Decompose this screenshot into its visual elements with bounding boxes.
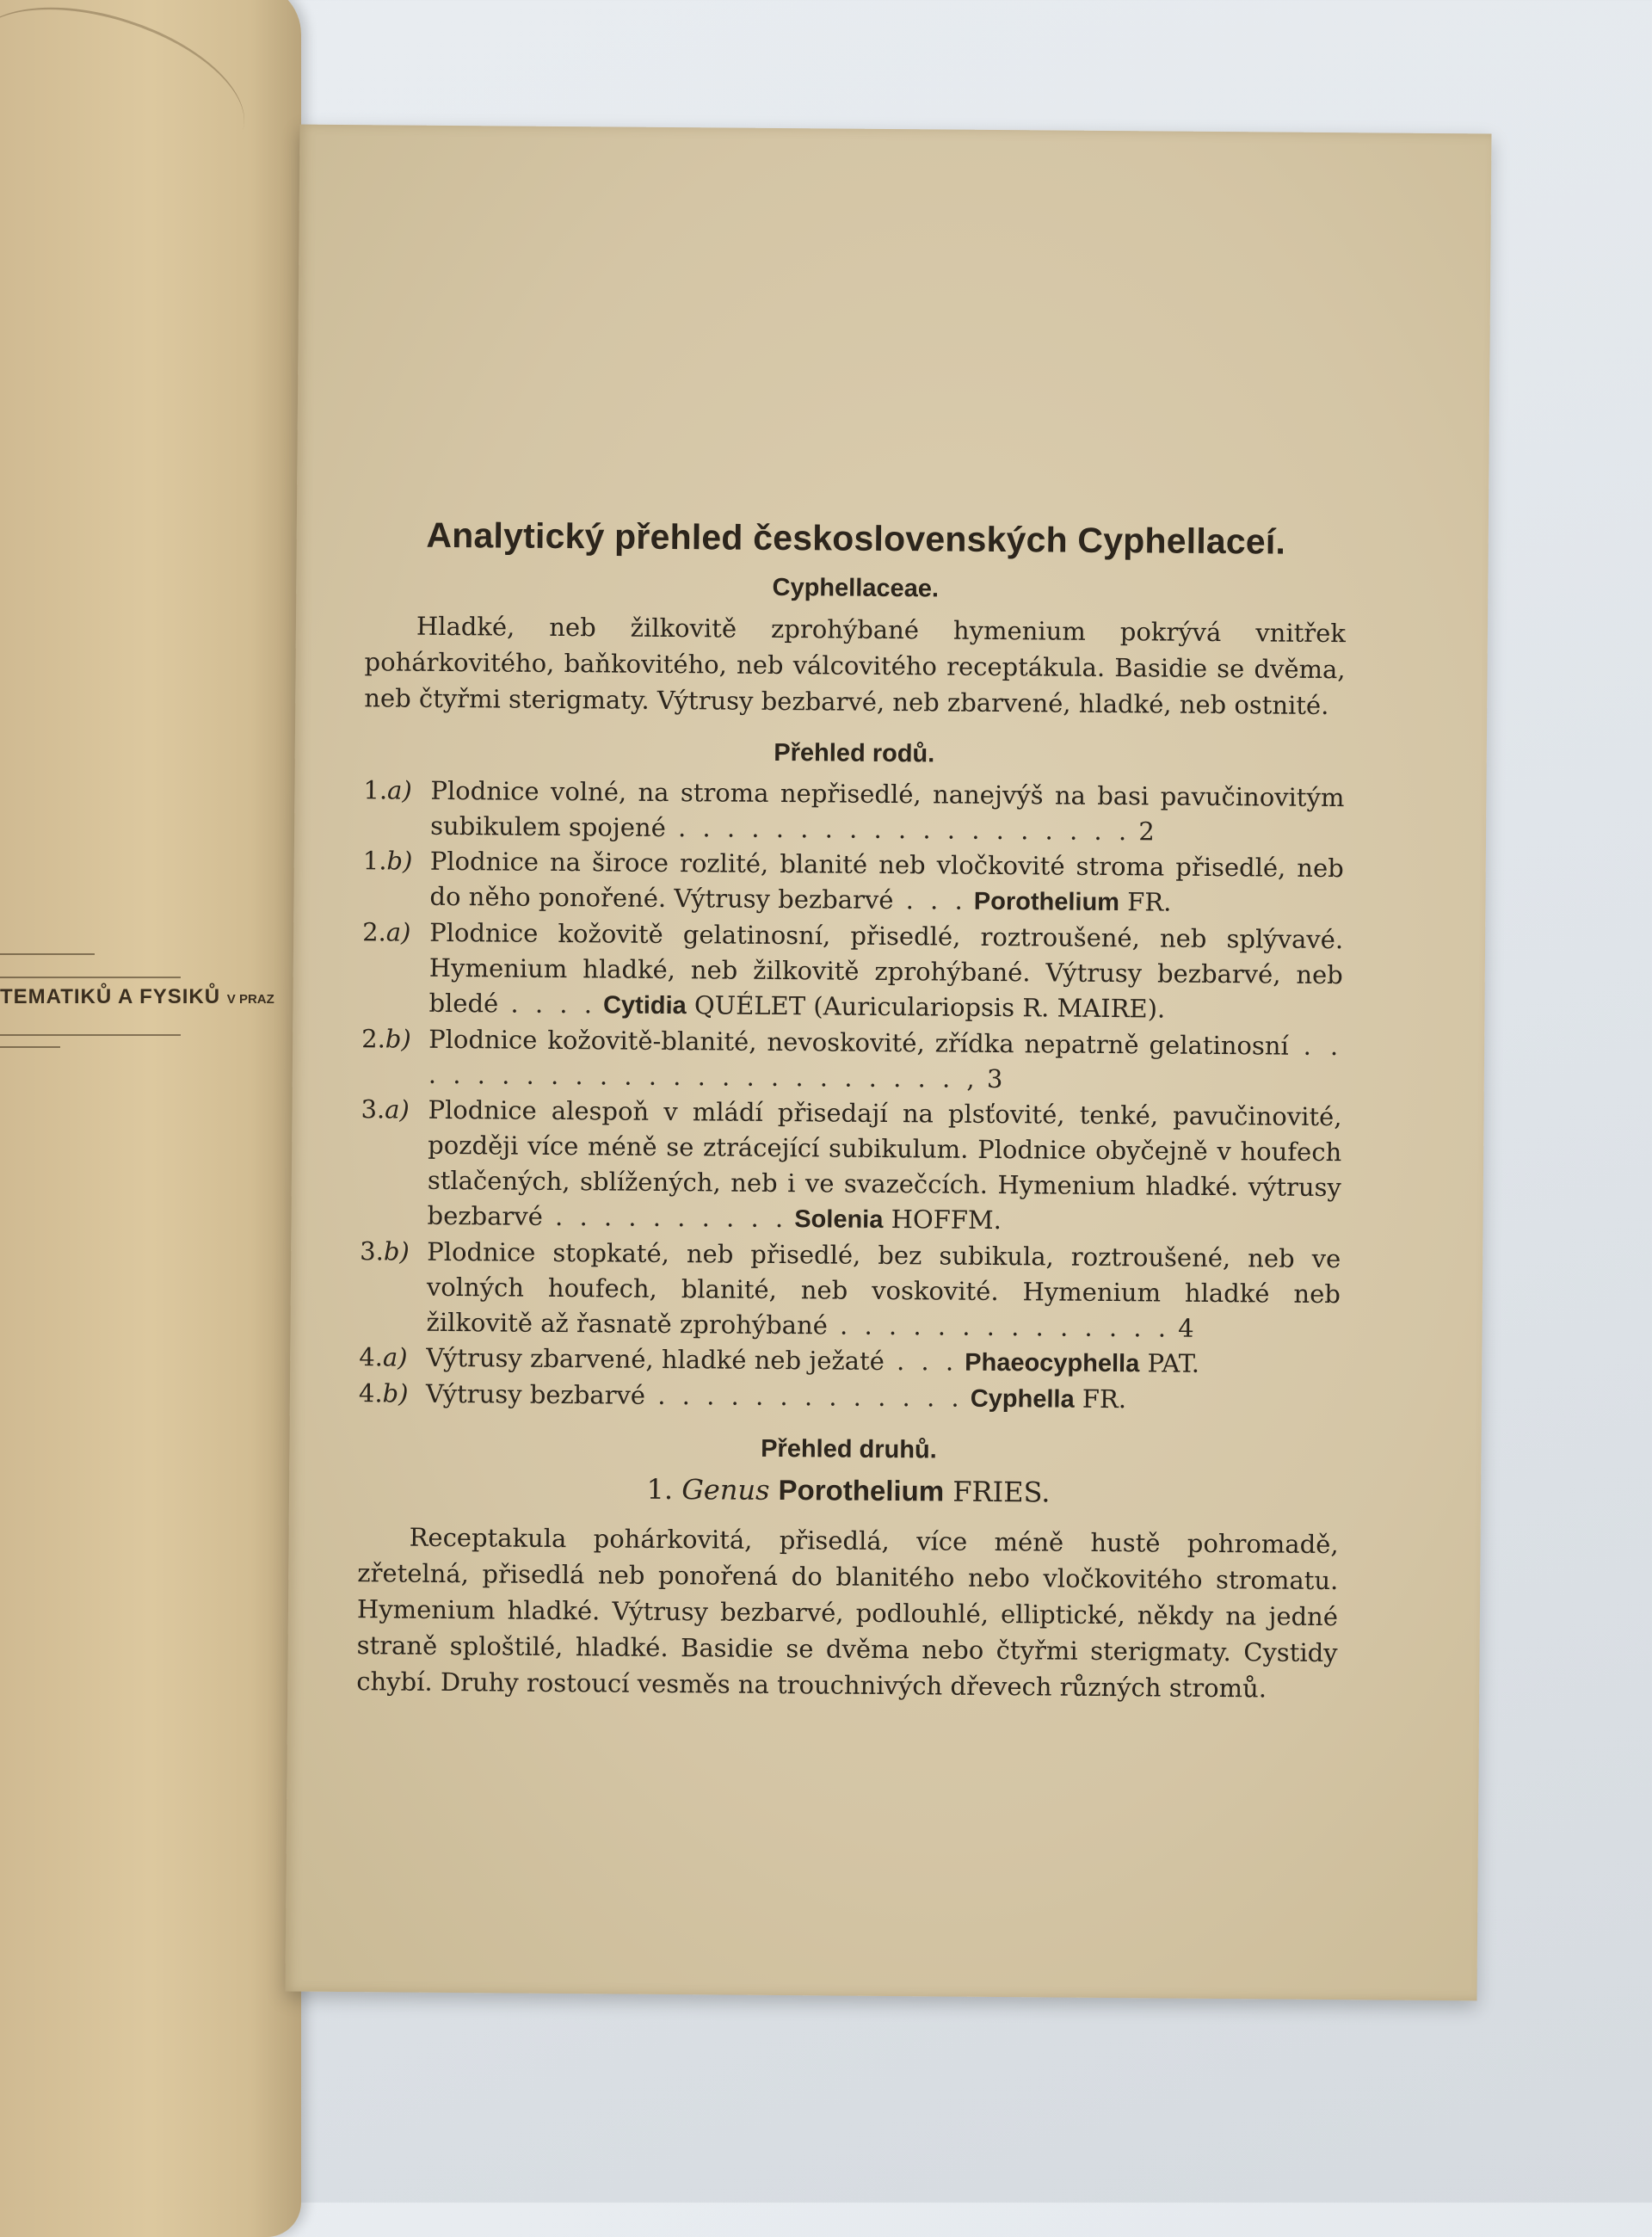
key-row-number: [361, 1021, 429, 1093]
key-text: Plodnice alespoň v mládí přisedají na plsťovité, tenké, pavučinovité, později více méně se ztrácející subikulum. Plodnice obyčejně v houfech stlačených, sblížených, neb i ve svazečcích. Hymenium hladké. výtrusy bezbarvé: [427, 1094, 1342, 1231]
genera-heading: Přehled rodů.: [774, 738, 935, 768]
key-text: Plodnice kožovitě-blanité, nevoskovité, zřídka nepatrně gelatinosní: [428, 1024, 1289, 1061]
left-page-rule: [0, 977, 181, 978]
key-result-step: 2: [1130, 817, 1155, 847]
key-row-body: [428, 1022, 1343, 1100]
key-row-number: [361, 915, 429, 1022]
key-number: 2.: [361, 1024, 386, 1054]
key-row: [361, 1021, 1343, 1100]
left-page-publisher-line: [0, 985, 275, 1009]
key-result-genus: Cyphella: [963, 1384, 1075, 1414]
key-row-body: [429, 844, 1344, 922]
key-row: [363, 773, 1345, 851]
key-result-author: FR.: [1074, 1383, 1127, 1414]
key-row: [359, 1376, 1340, 1420]
key-letter: b): [383, 1236, 410, 1266]
key-leader-dots: . . . . . . . . . . . . . .: [827, 1310, 1171, 1343]
key-letter: a): [387, 775, 412, 805]
key-result-genus: Solenia: [787, 1205, 884, 1234]
key-result-genus: Cytidia: [595, 991, 687, 1020]
key-row-number: [360, 1092, 428, 1235]
key-letter: a): [385, 917, 411, 947]
key-row: [360, 1092, 1341, 1242]
key-letter: b): [386, 846, 413, 876]
key-number: 3.: [361, 1094, 385, 1125]
key-leader-dots: . . .: [884, 1346, 959, 1377]
key-number: 4.: [359, 1342, 384, 1372]
key-text: Výtrusy zbarvené, hladké neb ježaté: [426, 1342, 885, 1376]
left-page-rule: [0, 953, 95, 955]
key-row-number: [362, 843, 430, 915]
key-number: 1.: [363, 775, 388, 805]
genus-word: Genus: [681, 1473, 770, 1507]
left-page-strip-suffix: V PRAZ: [226, 992, 274, 1007]
key-text: Plodnice volné, na stroma nepřisedlé, nanejvýš na basi pavučinovitým subikulem spojené: [430, 775, 1345, 842]
key-row-number: [359, 1340, 426, 1377]
key-result-genus: Phaeocyphella: [958, 1348, 1140, 1378]
genus-number: 1.: [646, 1472, 674, 1507]
key-leader-dots: . . . . . . . . . .: [542, 1201, 788, 1234]
left-page-rule: [0, 1046, 60, 1048]
key-row-number: [363, 773, 431, 844]
genus-title: [358, 1469, 1339, 1513]
key-leader-dots: . . .: [893, 885, 967, 915]
key-letter: a): [385, 1094, 410, 1125]
key-row-body: [426, 1377, 1340, 1420]
key-leader-dots: . . . . . . . . . . . . .: [644, 1380, 964, 1413]
key-number: 1.: [362, 846, 387, 876]
genus-name: Porothelium: [778, 1474, 945, 1507]
key-row: [361, 915, 1343, 1029]
key-result-author: PAT.: [1139, 1348, 1200, 1378]
key-result-genus: Porothelium: [966, 887, 1120, 917]
key-text: Plodnice stopkaté, neb přisedlé, bez subikula, roztroušené, neb ve volných houfech, blanité, neb voskovité. Hymenium hladké neb žilkovitě až řasnatě zprohýbané: [426, 1236, 1341, 1340]
genus-description: Receptakula pohárkovitá, přisedlá, více méně hustě pohromadě, zřetelná, přisedlá neb ponořená do blanitého nebo vločkovitého stromatu. Hymenium hladké. Výtrusy bezbarvé, podlouhlé, elliptické, někdy na jedné straně sploštilé, hladké. Basidie se dvěma nebo čtyřmi sterigmaty. Cystidy chybí. Druhy rostoucí vesměs na trouchnivých dřevech různých stromů.: [356, 1522, 1339, 1704]
key-number: 4.: [358, 1378, 383, 1408]
key-row-body: [426, 1235, 1341, 1347]
key-number: 3.: [360, 1236, 385, 1266]
genus-author: FRIES.: [952, 1475, 1051, 1509]
key-row-body: [428, 915, 1343, 1029]
key-letter: a): [382, 1342, 408, 1372]
book-page: [285, 125, 1491, 2001]
key-text: Plodnice kožovitě gelatinosní, přisedlé, roztroušené, neb splývavé. Hymenium hladké, neb žilkovitě zprohýbané. Výtrusy bezbarvé, neb bledé: [428, 917, 1344, 1019]
key-row: [362, 843, 1344, 922]
key-text: Výtrusy bezbarvé: [425, 1378, 646, 1410]
page-curve-mark: [0, 0, 264, 198]
family-heading: Cyphellaceae.: [772, 573, 940, 603]
key-result-step: 3: [978, 1063, 1003, 1094]
key-row-body: [427, 1093, 1341, 1242]
key-row-number: [359, 1376, 426, 1413]
family-description: Hladké, neb žilkovitě zprohýbané hymenium pokrývá vnitřek pohárkovitého, baňkovitého, neb válcovitého receptákula. Basidie se dvěma, neb čtyřmi sterigmaty. Výtrusy bezbarvé, neb zbarvené, hladké, neb ostnité.: [364, 611, 1347, 721]
left-page-strip-text: TEMATIKŮ A FYSIKŮ: [0, 985, 221, 1008]
genera-key: [359, 773, 1345, 1420]
key-row-number: [359, 1234, 427, 1340]
key-number: 2.: [362, 917, 386, 947]
left-page-rule: [0, 1034, 181, 1036]
key-leader-dots: . . . . . . . . . . . . . . . . . . .: [665, 812, 1131, 847]
left-page: [0, 0, 301, 2237]
key-result-author: FR.: [1119, 887, 1172, 917]
key-result-step: 4: [1169, 1313, 1194, 1343]
page-text: [356, 516, 1347, 1722]
key-row-body: [430, 773, 1345, 851]
key-leader-dots: . . . . . . . . . . . . . . . . . . . . . . . . ,: [428, 1031, 1343, 1094]
page-title: Analytický přehled československých Cyphellaceí.: [426, 515, 1286, 562]
key-letter: b): [385, 1024, 411, 1054]
key-result-author: QUÉLET (Auriculariopsis R. MAIRE).: [686, 990, 1166, 1024]
key-result-author: HOFFM.: [883, 1204, 1002, 1236]
species-heading: Přehled druhů.: [761, 1434, 937, 1464]
key-row: [359, 1234, 1341, 1347]
key-leader-dots: . . . .: [498, 989, 597, 1020]
key-letter: b): [382, 1378, 409, 1408]
key-text: Plodnice na široce rozlité, blanité neb vločkovité stroma přisedlé, neb do něho ponořené. Výtrusy bezbarvé: [429, 846, 1344, 915]
